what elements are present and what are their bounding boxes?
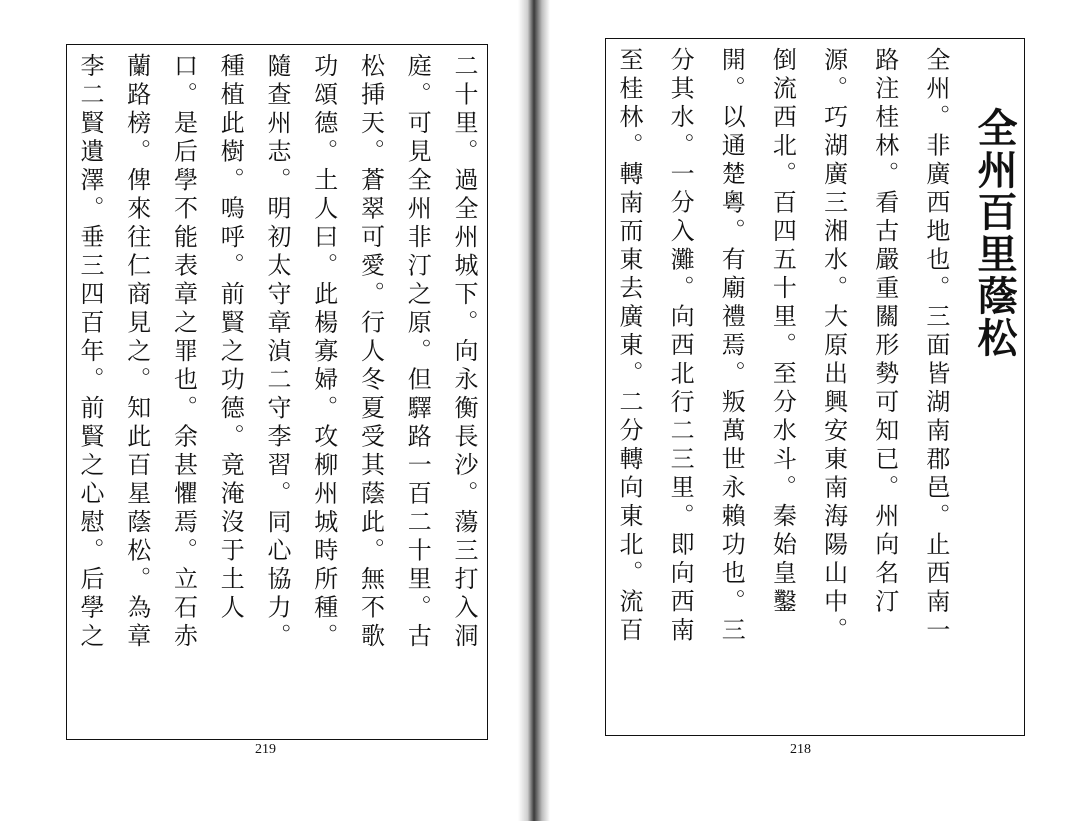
text-column: 功頌德。土人曰。此楊寡婦。攻柳州城時所種。 (309, 53, 338, 652)
text-column: 倒流西北。百四五十里。至分水斗。秦始皇鑿 (768, 47, 797, 617)
page-number-left: 219 (255, 742, 276, 757)
text-column: 庭。可見全州非汀之原。但驛路一百二十里。古 (403, 53, 432, 652)
text-column: 開。以通楚粵。有廟禮焉。叛萬世永賴功也。三 (717, 47, 746, 646)
text-column: 隨查州志。明初太守章湞二守李習。同心協力。 (263, 53, 291, 652)
text-column: 至桂林。轉南而東去廣東。二分轉向東北。流百 (615, 47, 643, 646)
text-column: 分其水。一分入灘。向西北行二三里。即向西南 (666, 47, 695, 646)
page-title: 全州百里蔭松 (970, 107, 1018, 359)
page-number-right: 218 (790, 742, 811, 757)
book-gutter (518, 0, 550, 821)
text-column: 路注桂林。看古嚴重關形勢可知已。州向名汀 (870, 47, 899, 617)
left-page-text (73, 53, 481, 731)
text-column: 口。是后學不能表章之罪也。余甚懼焉。立石赤 (169, 53, 198, 652)
right-page-text (612, 47, 1018, 727)
text-column: 李二賢遺澤。垂三四百年。前賢之心慰。后學之 (76, 53, 104, 652)
text-column: 蘭路榜。俾來往仁商見之。知此百星蔭松。為章 (122, 53, 151, 652)
text-column: 二十里。過全州城下。向永衡長沙。蕩三打入洞 (450, 53, 478, 652)
right-page-frame (605, 38, 1025, 736)
text-column: 種植此樹。嗚呼。前賢之功德。竟淹沒于土人 (216, 53, 245, 623)
text-column: 松挿天。蒼翠可愛。行人冬夏受其蔭此。無不歌 (356, 53, 385, 652)
text-column: 源。巧湖廣三湘水。大原出興安東南海陽山中。 (819, 47, 848, 646)
left-page-frame (66, 44, 488, 740)
text-column: 全州。非廣西地也。三面皆湖南郡邑。止西南一 (921, 47, 950, 646)
